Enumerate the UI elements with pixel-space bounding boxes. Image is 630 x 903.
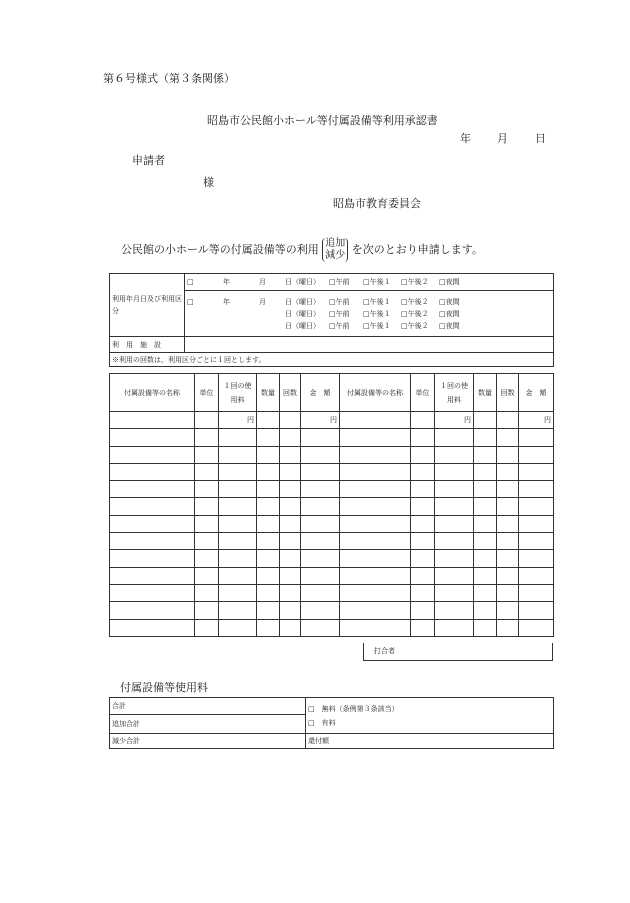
table-row — [110, 533, 554, 550]
fee-total-label: 合計 — [110, 698, 306, 715]
fee-section-title: 付属設備等使用料 — [120, 681, 208, 694]
fee-add-total-label: 追加合計 — [110, 715, 306, 734]
note: ※利用の回数は，利用区分ごとに１回とします。 — [110, 353, 554, 367]
usage-row-2: □ 年 月 日（ 曜日） □午前 □午後１ □午後２ □夜間 日（ 曜日） □午前 □午後１ □午後２ □夜間 日（ 曜日） □午前 □午後１ □午後２ □夜間 — [185, 291, 554, 337]
form-number: 第６号様式（第３条関係） — [103, 72, 235, 85]
usage-row-1: □ 年 月 日（ 曜日） □午前 □午後１ □午後２ □夜間 — [185, 274, 554, 291]
fee-options — [306, 698, 554, 734]
date-day: 日 — [535, 132, 546, 145]
applicant-label: 申請者 — [132, 154, 165, 167]
intro-suffix: を次のとおり申請します。 — [351, 243, 483, 256]
intro-sentence — [121, 238, 483, 262]
issuer: 昭島市教育委員会 — [333, 197, 421, 210]
table-row — [110, 429, 554, 446]
equipment-table — [109, 373, 554, 637]
intro-opt-reduce: 減少 — [325, 250, 346, 261]
checker-label: 打合者 — [364, 643, 553, 660]
checker-box — [363, 643, 553, 661]
table-row — [110, 498, 554, 515]
facility-label: 利 用 施 設 — [110, 337, 185, 353]
table-row — [110, 584, 554, 601]
intro-prefix: 公民館の小ホール等の付属設備等の利用 — [121, 243, 319, 256]
table-row: 円 円 円 円 — [110, 412, 554, 429]
table-row — [110, 481, 554, 498]
table-row — [110, 602, 554, 619]
usage-label: 利用年月日及び利用区分 — [110, 274, 185, 337]
usage-table — [109, 273, 554, 367]
intro-options — [322, 238, 348, 262]
paid-option[interactable]: □ 有料 — [308, 719, 336, 727]
table-row — [110, 463, 554, 480]
table-row — [110, 619, 554, 636]
refund-label: 還付額 — [306, 734, 554, 749]
date-month: 月 — [497, 132, 508, 145]
fee-reduce-total-label: 減少合計 — [110, 734, 306, 749]
facility-value[interactable] — [185, 337, 554, 353]
table-row — [110, 446, 554, 463]
intro-opt-add: 追加 — [325, 238, 346, 249]
sama-label: 様 — [203, 176, 214, 189]
page-title: 昭島市公民館小ホール等付属設備等利用承認書 — [207, 114, 438, 127]
table-row — [110, 515, 554, 532]
fee-table — [109, 697, 554, 749]
table-row — [110, 567, 554, 584]
table-row — [110, 550, 554, 567]
equipment-header: 付属設備等の名称 単位 １回の使用料 数量 回数 金 額 付属設備等の名称 単位 １回の使用料 数量 回数 金 額 — [110, 374, 554, 412]
date-year: 年 — [460, 132, 471, 145]
free-option[interactable]: □ 無料（条例第３条該当） — [308, 705, 399, 713]
